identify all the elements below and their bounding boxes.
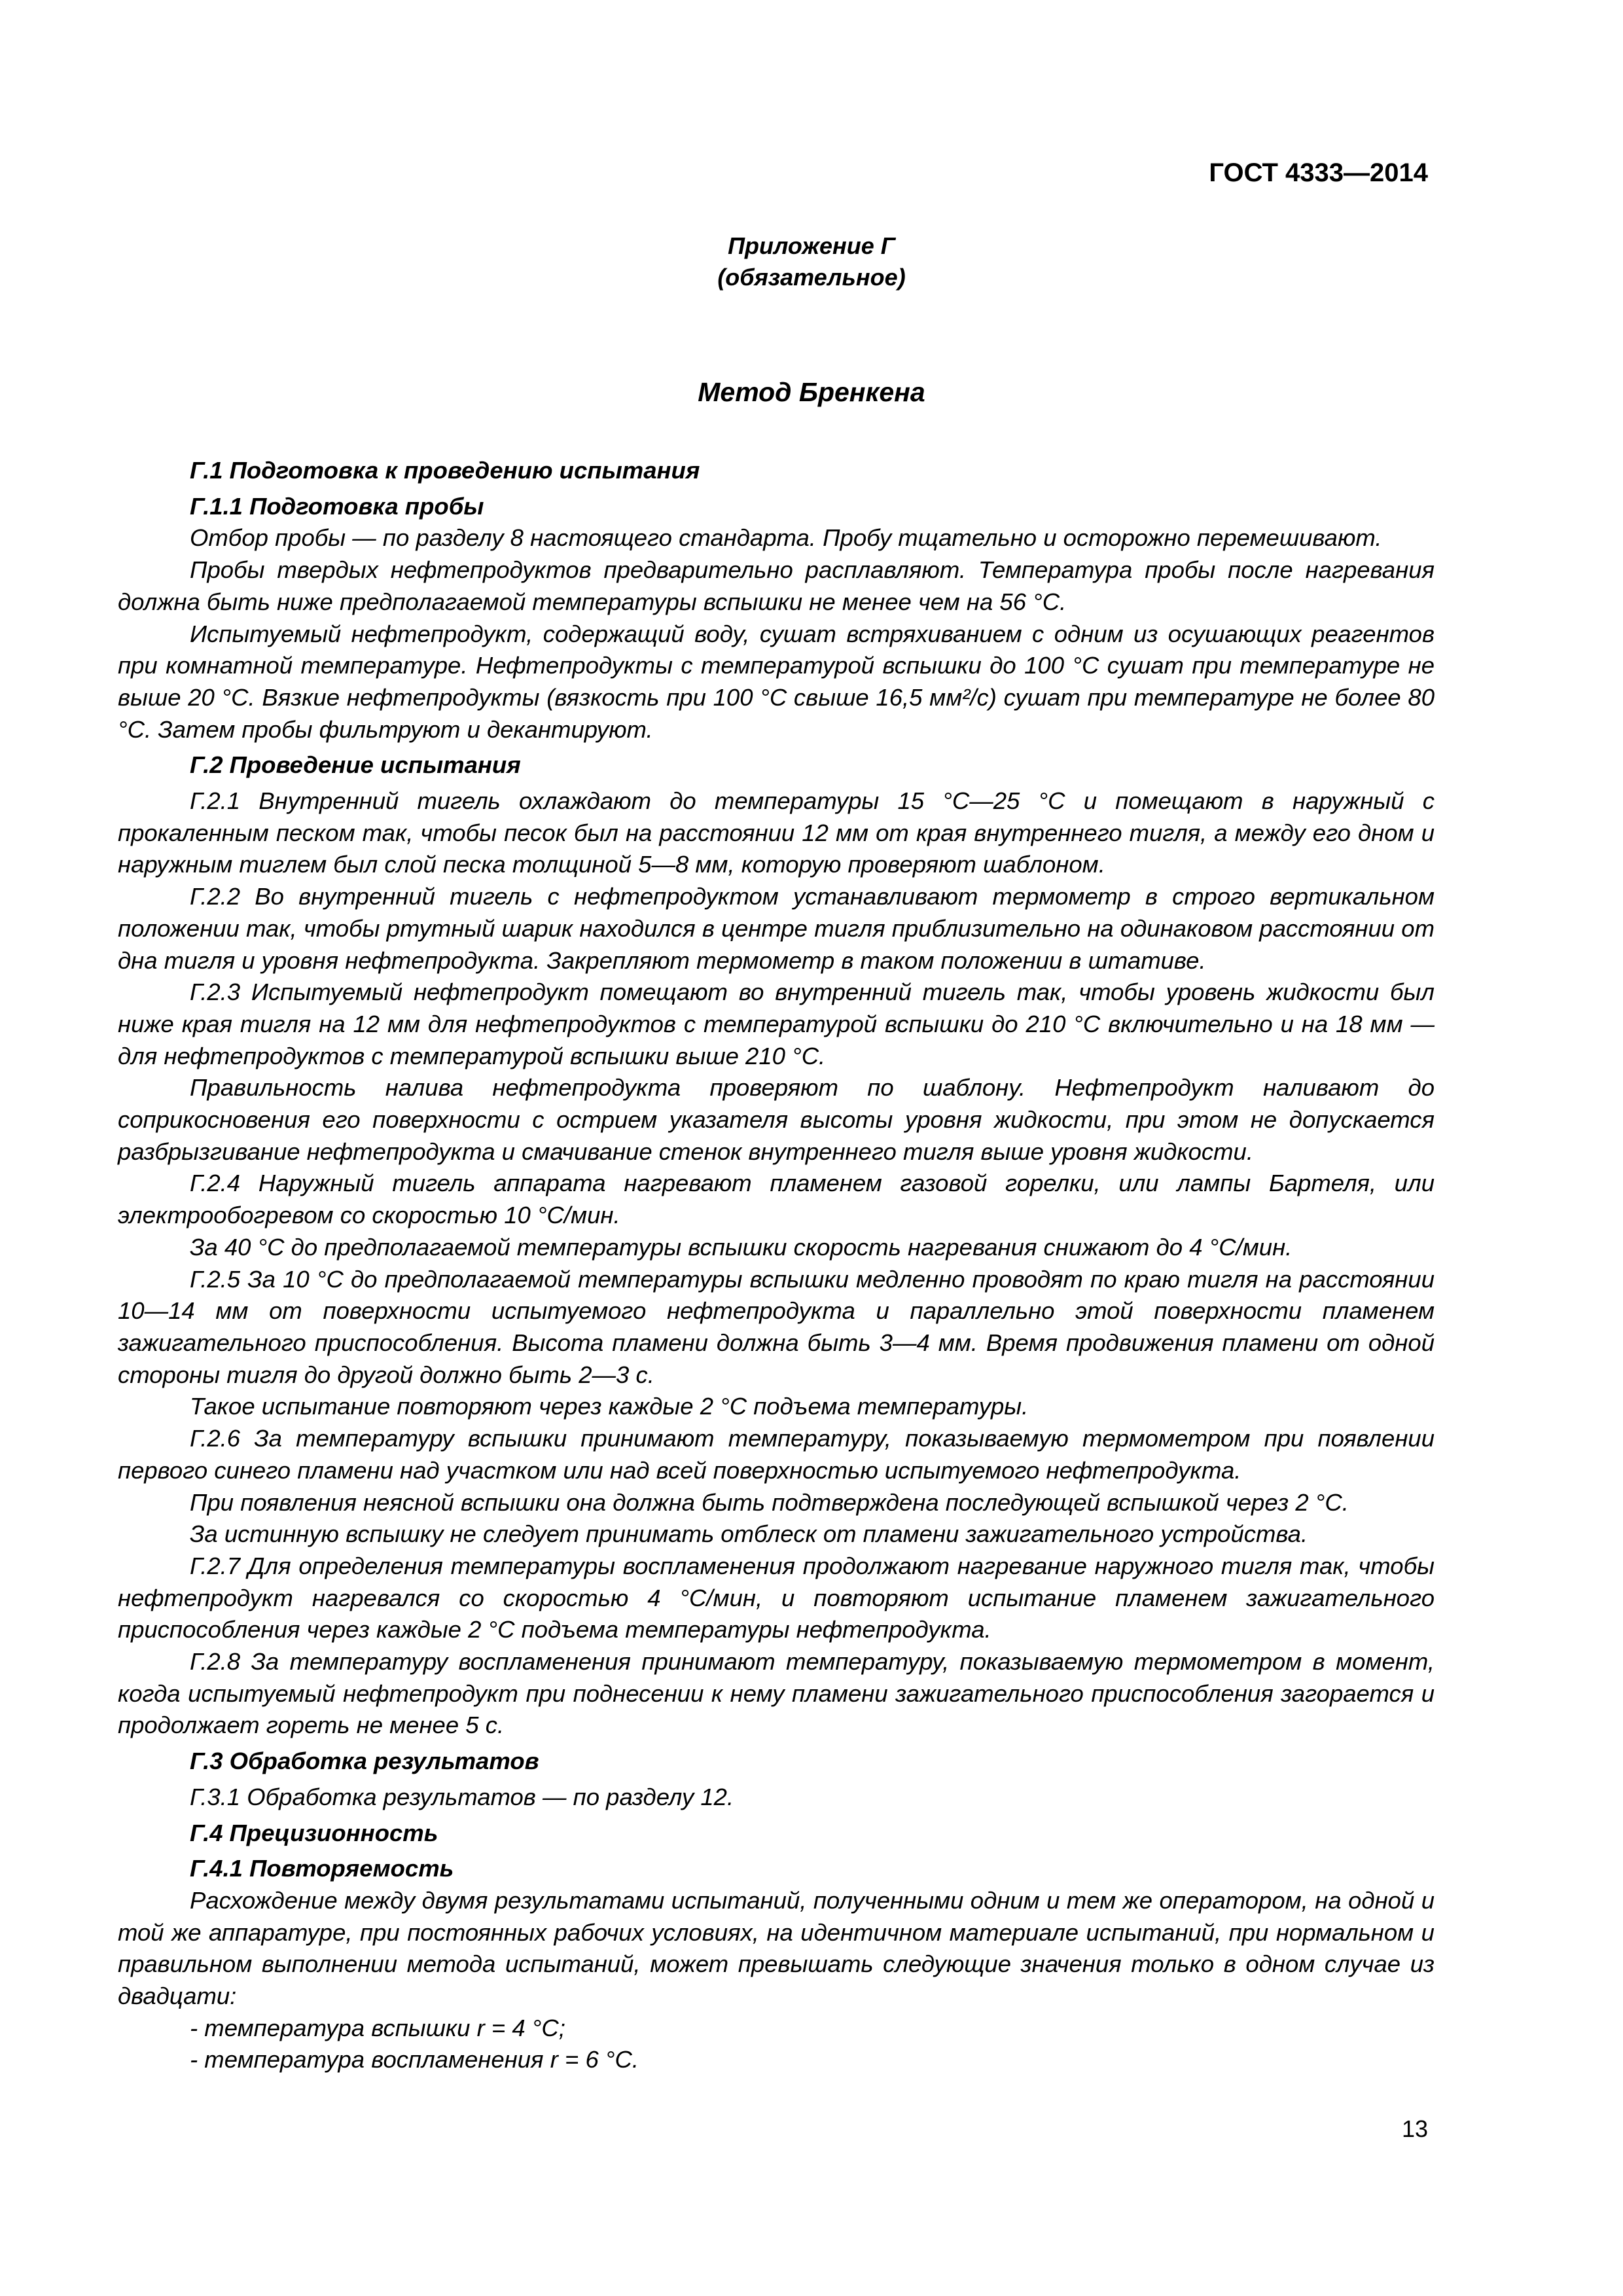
page-number: 13: [1401, 2115, 1428, 2142]
annex-heading: [0, 230, 1623, 293]
section-heading: Г.4 Прецизионность: [190, 1819, 438, 1846]
paragraph: За 40 °С до предполагаемой температуры вспышки скорость нагревания снижают до 4 °С/мин.: [190, 1233, 1293, 1261]
paragraph: Г.2.8 За температуру воспламенения принимают температуру, показываемую термометром в момент, когда испытуемый нефтепродукт при поднесении к нему пламени зажигательного приспособления загорается и продолжает гореть не менее 5 с.: [118, 1648, 1435, 1739]
paragraph: Г.2.2 Во внутренний тигель с нефтепродуктом устанавливают термометр в строго вертикальном положении так, чтобы ртутный шарик находился в центре тигля приблизительно на одинаковом расстоянии от дна тигля и уровня нефтепродукта. Закрепляют термометр в таком положении в штативе.: [118, 883, 1435, 974]
subsection-heading: Г.4.1 Повторяемость: [190, 1855, 454, 1882]
paragraph: Отбор пробы — по разделу 8 настоящего стандарта. Пробу тщательно и осторожно перемешивают.: [190, 524, 1382, 552]
paragraph: При появления неясной вспышки она должна быть подтверждена последующей вспышкой через 2 °С.: [190, 1488, 1349, 1516]
document-number: ГОСТ 4333—2014: [1209, 158, 1428, 187]
section-heading: Г.1 Подготовка к проведению испытания: [190, 457, 700, 484]
paragraph: Г.2.5 За 10 °С до предполагаемой температуры вспышки медленно проводят по краю тигля на расстоянии 10—14 мм от поверхности испытуемого нефтепродукта и параллельно этой поверхности пламенем зажигательного приспособления. Высота пламени должна быть 3—4 мм. Время продвижения пламени от одной стороны тигля до другой должно быть 2—3 с.: [118, 1265, 1435, 1388]
paragraph: Испытуемый нефтепродукт, содержащий воду, сушат встряхиванием с одним из осушающих реагентов при комнатной температуре. Нефтепродукты с температурой вспышки до 100 °С сушат при температуре не выше 20 °С. Вязкие нефтепродукты (вязкость при 100 °С свыше 16,5 мм²/с) сушат при температуре не более 80 °С. Затем пробы фильтруют и декантируют.: [118, 620, 1435, 743]
paragraph: Г.2.7 Для определения температуры воспламенения продолжают нагревание наружного тигля так, чтобы нефтепродукт нагревался со скоростью 4 °С/мин, и повторяют испытание пламенем зажигательного приспособления через каждые 2 °С подъема температуры нефтепродукта.: [118, 1552, 1435, 1643]
paragraph: Г.3.1 Обработка результатов — по разделу 12.: [190, 1783, 734, 1810]
paragraph: За истинную вспышку не следует принимать отблеск от пламени зажигательного устройства.: [190, 1520, 1308, 1548]
paragraph: Г.2.6 За температуру вспышки принимают температуру, показываемую термометром при появлении первого синего пламени над участком или над всей поверхностью испытуемого нефтепродукта.: [118, 1425, 1435, 1484]
section-heading: Г.3 Обработка результатов: [190, 1748, 539, 1775]
paragraph: Г.2.3 Испытуемый нефтепродукт помещают во внутренний тигель так, чтобы уровень жидкости был ниже края тигля на 12 мм для нефтепродуктов с температурой вспышки до 210 °С включительно и на 18 мм — для нефтепродуктов с температурой вспышки выше 210 °С.: [118, 978, 1435, 1069]
annex-status: (обязательное): [717, 264, 906, 291]
paragraph: Пробы твердых нефтепродуктов предварительно расплавляют. Температура пробы после нагревания должна быть ниже предполагаемой температуры вспышки не менее чем на 56 °С.: [118, 556, 1435, 615]
paragraph: Такое испытание повторяют через каждые 2 °С подъема температуры.: [190, 1393, 1029, 1420]
method-title: Метод Бренкена: [698, 377, 925, 407]
paragraph: Правильность налива нефтепродукта проверяют по шаблону. Нефтепродукт наливают до соприкосновения его поверхности с острием указателя высоты уровня жидкости, при этом не допускается разбрызгивание нефтепродукта и смачивание стенок внутреннего тигля выше уровня жидкости.: [118, 1074, 1435, 1165]
subsection-heading: Г.1.1 Подготовка пробы: [190, 492, 484, 520]
document-body: [118, 455, 1435, 2076]
list-item: - температура воспламенения r = 6 °С.: [190, 2046, 639, 2073]
section-heading: Г.2 Проведение испытания: [190, 751, 521, 779]
paragraph: Г.2.4 Наружный тигель аппарата нагревают пламенем газовой горелки, или лампы Бартеля, или электрообогревом со скоростью 10 °С/мин.: [118, 1170, 1435, 1229]
annex-title: Приложение Г: [728, 232, 895, 259]
paragraph: Г.2.1 Внутренний тигель охлаждают до температуры 15 °С—25 °С и помещают в наружный с прокаленным песком так, чтобы песок был на расстоянии 12 мм от края внутреннего тигля, а между его дном и наружным тиглем был слой песка толщиной 5—8 мм, которую проверяют шаблоном.: [118, 787, 1435, 878]
paragraph: Расхождение между двумя результатами испытаний, полученными одним и тем же оператором, на одной и той же аппаратуре, при постоянных рабочих условиях, на идентичном материале испытаний, при нормальном и правильном выполнении метода испытаний, может превышать следующие значения только в одном случае из двадцати:: [118, 1886, 1435, 2010]
list-item: - температура вспышки r = 4 °С;: [190, 2014, 565, 2041]
